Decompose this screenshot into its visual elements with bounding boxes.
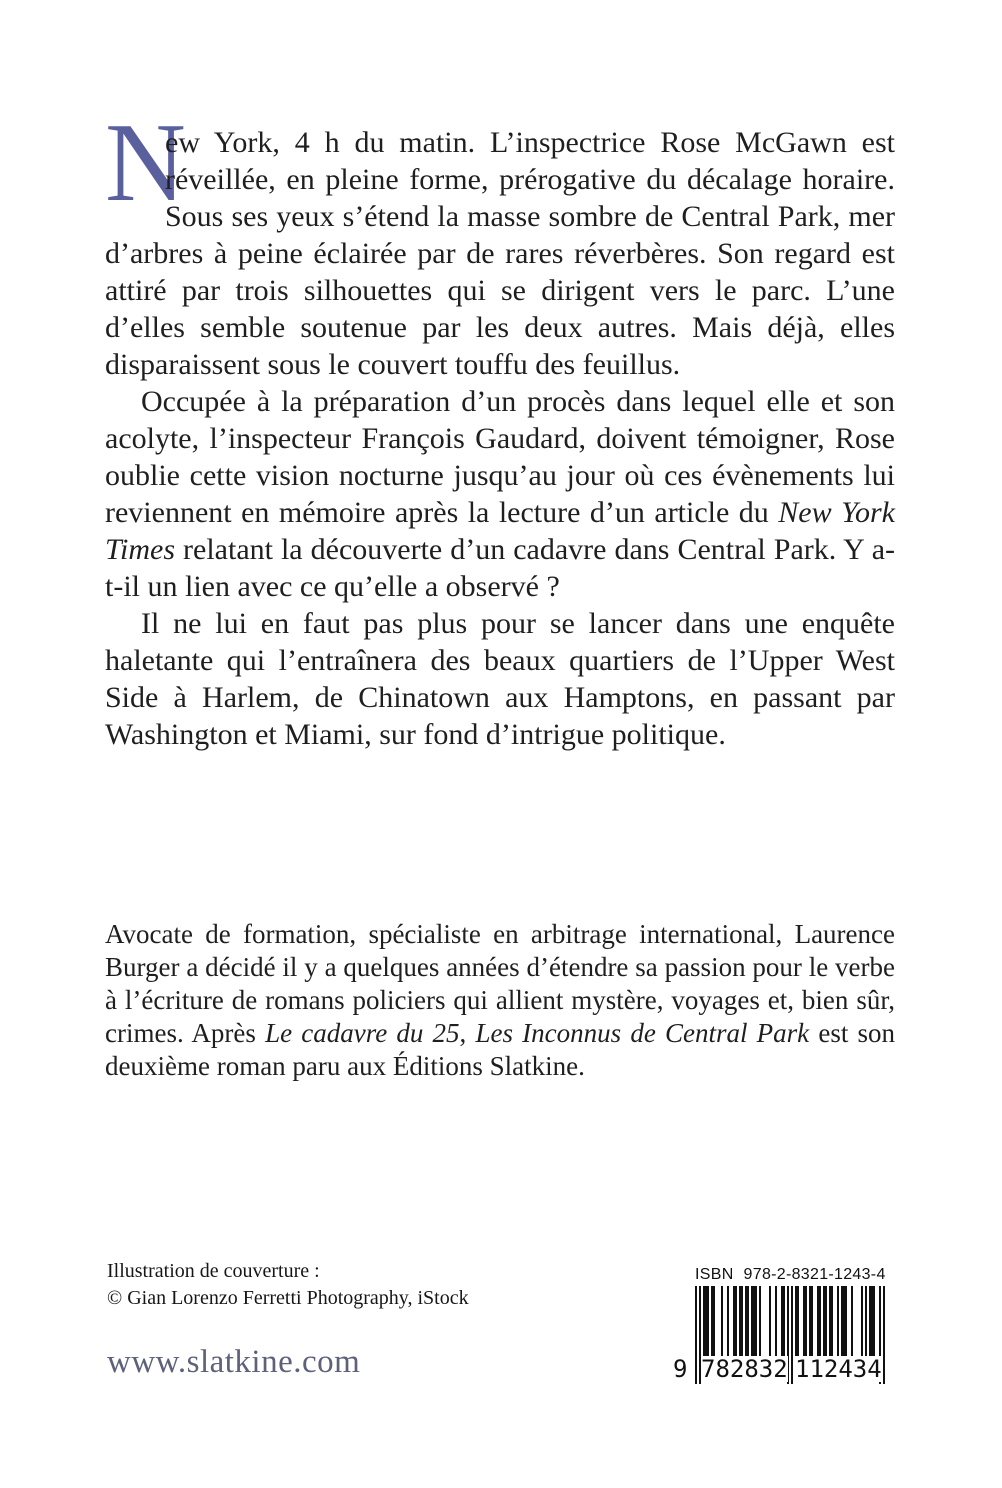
isbn-line <box>695 1266 885 1284</box>
website-url: www.slatkine.com <box>107 1344 361 1380</box>
cover-credit <box>107 1258 469 1312</box>
isbn-number: 978-2-8321-1243-4 <box>743 1266 886 1283</box>
drop-cap: N <box>105 101 186 225</box>
synopsis-paragraph-1 <box>105 101 895 383</box>
barcode-digits-left-group: 782832 <box>701 1355 788 1383</box>
synopsis-paragraph-2: Occupée à la préparation d’un procès dans lequel elle et son acolyte, l’inspecteur François Gaudard, doivent témoigner, Rose oublie cette vision nocturne jusqu’au jour où ces évènements lui reviennent en mémoire après la lecture d’un article du New York Times relatant la découverte d’un cadavre dans Central Park. Y a-t-il un lien avec ce qu’elle a observé ? <box>105 385 895 603</box>
credit-line-2: © Gian Lorenzo Ferretti Photography, iStock <box>107 1287 469 1309</box>
isbn-block <box>672 1262 904 1394</box>
barcode-digit-left: 9 <box>673 1355 688 1383</box>
credit-line-1: Illustration de couverture : <box>107 1260 320 1282</box>
barcode-digits-right-group: 112434 <box>795 1355 882 1383</box>
author-bio: Avocate de formation, spécialiste en arbitrage international, Laurence Burger a décidé il y a quelques années d’étendre sa passion pour le verbe à l’écriture de romans policiers qui allient mystère, voyages et, bien sûr, crimes. Après Le cadavre du 25, Les Inconnus de Central Park est son deuxième roman paru aux Éditions Slatkine. <box>105 919 896 1081</box>
isbn-label: ISBN <box>695 1266 734 1283</box>
synopsis-paragraph-3: Il ne lui en faut pas plus pour se lancer dans une enquête haletante qui l’entraînera des beaux quartiers de l’Upper West Side à Harlem, de Chinatown aux Hamptons, en passant par Washington et Miami, sur fond d’intrigue politique. <box>105 607 895 751</box>
synopsis-paragraph-1-text: ew York, 4 h du matin. L’inspectrice Rose McGawn est réveillée, en pleine forme, prérogative du décalage horaire. Sous ses yeux s’étend la masse sombre de Central Park, mer d’arbres à peine éclairée par de rares réverbères. Son regard est attiré par trois silhouettes qui se dirigent vers le parc. L’une d’elles semble soutenue par les deux autres. Mais déjà, elles disparaissent sous le couvert touffu des feuillus. <box>105 126 895 381</box>
synopsis <box>105 101 895 753</box>
